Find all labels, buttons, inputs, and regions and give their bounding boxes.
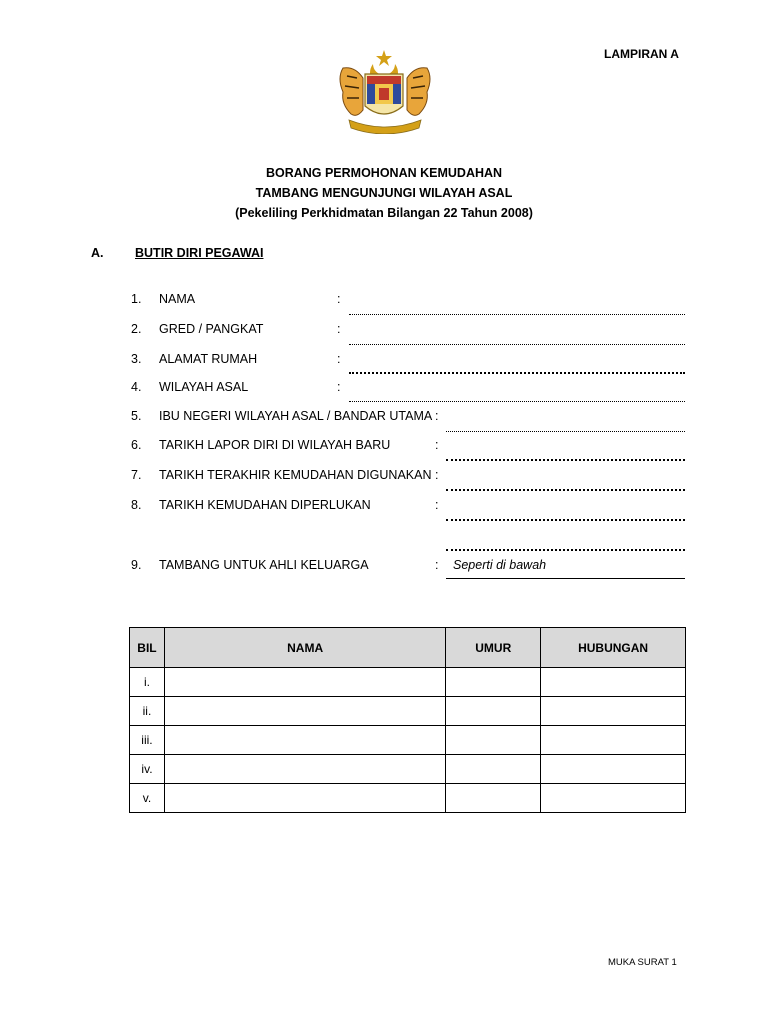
wilayah-asal-input-line[interactable] xyxy=(349,401,685,402)
field-colon: : xyxy=(337,322,341,336)
field-colon: : xyxy=(435,438,439,452)
hubungan-cell[interactable] xyxy=(541,726,686,755)
tambang-value: Seperti di bawah xyxy=(453,558,547,572)
field-label-tambang: TAMBANG UNTUK AHLI KELUARGA xyxy=(159,558,369,572)
field-number: 6. xyxy=(131,438,142,452)
bil-cell: ii. xyxy=(130,697,165,726)
nama-cell[interactable] xyxy=(164,784,445,813)
column-header-nama: NAMA xyxy=(164,628,445,668)
table-row xyxy=(130,784,686,813)
table-row xyxy=(130,668,686,697)
umur-cell[interactable] xyxy=(446,784,541,813)
field-colon: : xyxy=(435,498,439,512)
ibu-negeri-input-line[interactable] xyxy=(446,431,685,432)
tarikh-diperlukan-input-line-2[interactable] xyxy=(446,549,685,551)
umur-cell[interactable] xyxy=(446,755,541,784)
nama-cell[interactable] xyxy=(164,726,445,755)
field-label-tarikh-terakhir: TARIKH TERAKHIR KEMUDAHAN DIGUNAKAN xyxy=(159,468,432,482)
field-colon: : xyxy=(435,409,439,423)
field-number: 8. xyxy=(131,498,142,512)
family-table xyxy=(129,627,686,813)
hubungan-cell[interactable] xyxy=(541,668,686,697)
field-number: 9. xyxy=(131,558,142,572)
column-header-umur: UMUR xyxy=(446,628,541,668)
field-number: 7. xyxy=(131,468,142,482)
coat-of-arms-icon xyxy=(333,48,437,134)
nama-cell[interactable] xyxy=(164,668,445,697)
field-label-tarikh-diperlukan: TARIKH KEMUDAHAN DIPERLUKAN xyxy=(159,498,371,512)
lampiran-label: LAMPIRAN A xyxy=(604,47,679,61)
column-header-hubungan: HUBUNGAN xyxy=(541,628,686,668)
page-number: MUKA SURAT 1 xyxy=(608,957,677,968)
column-header-bil: BIL xyxy=(130,628,165,668)
field-label-wilayah-asal: WILAYAH ASAL xyxy=(159,380,249,394)
bil-cell: i. xyxy=(130,668,165,697)
field-number: 3. xyxy=(131,352,142,366)
section-title: BUTIR DIRI PEGAWAI xyxy=(135,246,264,260)
field-number: 4. xyxy=(131,380,142,394)
field-number: 2. xyxy=(131,322,142,336)
umur-cell[interactable] xyxy=(446,668,541,697)
bil-cell: iii. xyxy=(130,726,165,755)
nama-cell[interactable] xyxy=(164,755,445,784)
field-label-alamat: ALAMAT RUMAH xyxy=(159,352,258,366)
hubungan-cell[interactable] xyxy=(541,755,686,784)
field-label-gred: GRED / PANGKAT xyxy=(159,322,264,336)
form-title-line-2: TAMBANG MENGUNJUNGI WILAYAH ASAL xyxy=(255,186,513,200)
table-header-row xyxy=(130,628,686,668)
form-title-line-1: BORANG PERMOHONAN KEMUDAHAN xyxy=(265,166,503,180)
hubungan-cell[interactable] xyxy=(541,697,686,726)
alamat-input-line[interactable] xyxy=(349,372,685,374)
field-colon: : xyxy=(435,558,439,572)
nama-cell[interactable] xyxy=(164,697,445,726)
umur-cell[interactable] xyxy=(446,726,541,755)
field-label-ibu-negeri: IBU NEGERI WILAYAH ASAL / BANDAR UTAMA xyxy=(159,409,433,423)
section-letter: A. xyxy=(91,246,104,260)
field-number: 5. xyxy=(131,409,142,423)
tarikh-lapor-input-line[interactable] xyxy=(446,459,685,461)
table-row xyxy=(130,697,686,726)
tarikh-diperlukan-input-line-1[interactable] xyxy=(446,519,685,521)
gred-input-line[interactable] xyxy=(349,344,685,345)
hubungan-cell[interactable] xyxy=(541,784,686,813)
field-number: 1. xyxy=(131,292,142,306)
table-row xyxy=(130,755,686,784)
field-label-nama: NAMA xyxy=(159,292,196,306)
table-row xyxy=(130,726,686,755)
form-title-line-3: (Pekeliling Perkhidmatan Bilangan 22 Tahun 2008) xyxy=(235,206,533,220)
field-colon: : xyxy=(337,380,341,394)
tarikh-terakhir-input-line[interactable] xyxy=(446,489,685,491)
tambang-input-line[interactable] xyxy=(446,578,685,579)
umur-cell[interactable] xyxy=(446,697,541,726)
nama-input-line[interactable] xyxy=(349,314,685,315)
field-label-tarikh-lapor: TARIKH LAPOR DIRI DI WILAYAH BARU xyxy=(159,438,391,452)
field-colon: : xyxy=(337,292,341,306)
field-colon: : xyxy=(337,352,341,366)
bil-cell: iv. xyxy=(130,755,165,784)
bil-cell: v. xyxy=(130,784,165,813)
field-colon: : xyxy=(435,468,439,482)
